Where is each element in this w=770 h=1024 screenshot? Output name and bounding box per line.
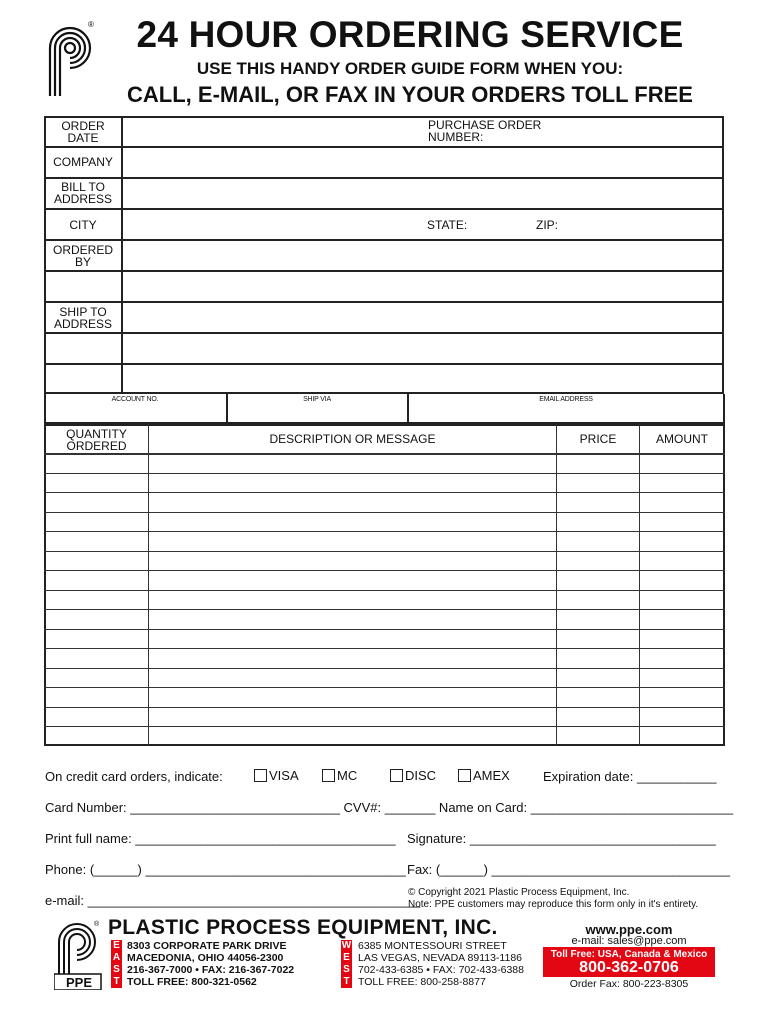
table-row-divider: [44, 512, 725, 513]
print-name-field[interactable]: Print full name: ____________________________________: [45, 831, 396, 846]
website-link[interactable]: www.ppe.com: [585, 922, 673, 937]
checkbox-icon: [322, 769, 335, 782]
zip-label: ZIP:: [536, 218, 559, 232]
ordered-by-label: ORDERED BY: [52, 243, 113, 269]
state-label: STATE:: [427, 218, 468, 232]
ship-via-label: SHIP VIA: [303, 396, 331, 403]
account-no-label: ACCOUNT NO.: [111, 396, 159, 403]
card-number-field[interactable]: Card Number: _____________________________ CVV#: _______ Name on Card: ____________________________: [45, 800, 734, 815]
table-row-divider: [44, 668, 725, 669]
page-title: 24 HOUR ORDERING SERVICE: [136, 14, 684, 55]
quantity-header: QUANTITY ORDERED: [66, 427, 127, 453]
toll-free-number: 800-362-0706: [579, 959, 679, 976]
table-row-divider: [44, 648, 725, 649]
table-row-divider: [44, 551, 725, 552]
company-label: COMPANY: [53, 155, 113, 169]
email-field[interactable]: e-mail: ______________________________________________: [45, 893, 421, 908]
table-row-divider: [44, 687, 725, 688]
email-address-label: EMAIL ADDRESS: [539, 396, 593, 403]
toll-free-label: Toll Free: USA, Canada & Mexico: [550, 949, 708, 960]
disc-checkbox[interactable]: DISC: [390, 768, 436, 783]
table-row-divider: [44, 570, 725, 571]
svg-text:®: ®: [94, 921, 100, 928]
svg-text:®: ®: [88, 20, 94, 29]
price-header: PRICE: [579, 432, 617, 446]
table-row-divider: [44, 473, 725, 474]
table-row-divider: [44, 609, 725, 610]
bill-to-label: BILL TO ADDRESS: [53, 180, 112, 206]
visa-checkbox[interactable]: VISA: [254, 768, 299, 783]
table-row-divider: [44, 590, 725, 591]
order-info-frame: [44, 116, 724, 394]
credit-card-prompt: On credit card orders, indicate:: [45, 769, 223, 784]
west-sidebar: W E S T: [341, 940, 352, 987]
west-address: 6385 MONTESSOURI STREET LAS VEGAS, NEVADA 89113-1186 702-433-6385 • FAX: 702-433-6388 TOLL FREE: 800-258-8877: [358, 940, 524, 988]
east-sidebar: E A S T: [112, 940, 121, 987]
order-fax: Order Fax: 800-223-8305: [569, 978, 689, 990]
sales-email-link[interactable]: e-mail: sales@ppe.com: [571, 935, 687, 947]
table-row-divider: [44, 707, 725, 708]
checkbox-icon: [254, 769, 267, 782]
footer-company-name: PLASTIC PROCESS EQUIPMENT, INC.: [108, 916, 498, 939]
copyright-notice: © Copyright 2021 Plastic Process Equipment, Inc. Note: PPE customers may reproduce this form only in it's entirety.: [408, 887, 699, 910]
phone-field[interactable]: Phone: (______) ____________________________________: [45, 862, 406, 877]
table-row-divider: [44, 492, 725, 493]
fax-field[interactable]: Fax: (______) _________________________________: [407, 862, 731, 877]
page-subtitle: USE THIS HANDY ORDER GUIDE FORM WHEN YOU:: [196, 59, 624, 78]
amount-header: AMOUNT: [656, 432, 708, 446]
east-address: 8303 CORPORATE PARK DRIVE MACEDONIA, OHIO 44056-2300 216-367-7000 • FAX: 216-367-7022 TOLL FREE: 800-321-0562: [127, 940, 295, 988]
signature-field[interactable]: Signature: __________________________________: [407, 831, 716, 846]
expiration-field[interactable]: Expiration date: ___________: [543, 769, 717, 784]
toll-free-box: [543, 947, 715, 977]
description-header: DESCRIPTION OR MESSAGE: [269, 432, 436, 446]
page-subtitle-2: CALL, E-MAIL, OR FAX IN YOUR ORDERS TOLL FREE: [127, 82, 693, 107]
checkbox-icon: [390, 769, 403, 782]
ppe-logo-text: PPE: [65, 975, 92, 990]
table-row-divider: [44, 629, 725, 630]
city-label: CITY: [69, 218, 97, 232]
order-date-label: ORDER DATE: [61, 119, 105, 145]
table-row-divider: [44, 726, 725, 727]
ppe-logo-icon: [44, 18, 96, 98]
ship-to-label: SHIP TO ADDRESS: [53, 305, 112, 331]
amex-checkbox[interactable]: AMEX: [458, 768, 510, 783]
mc-checkbox[interactable]: MC: [322, 768, 357, 783]
checkbox-icon: [458, 769, 471, 782]
table-row-divider: [44, 531, 725, 532]
po-number-label: PURCHASE ORDER NUMBER:: [428, 118, 542, 144]
